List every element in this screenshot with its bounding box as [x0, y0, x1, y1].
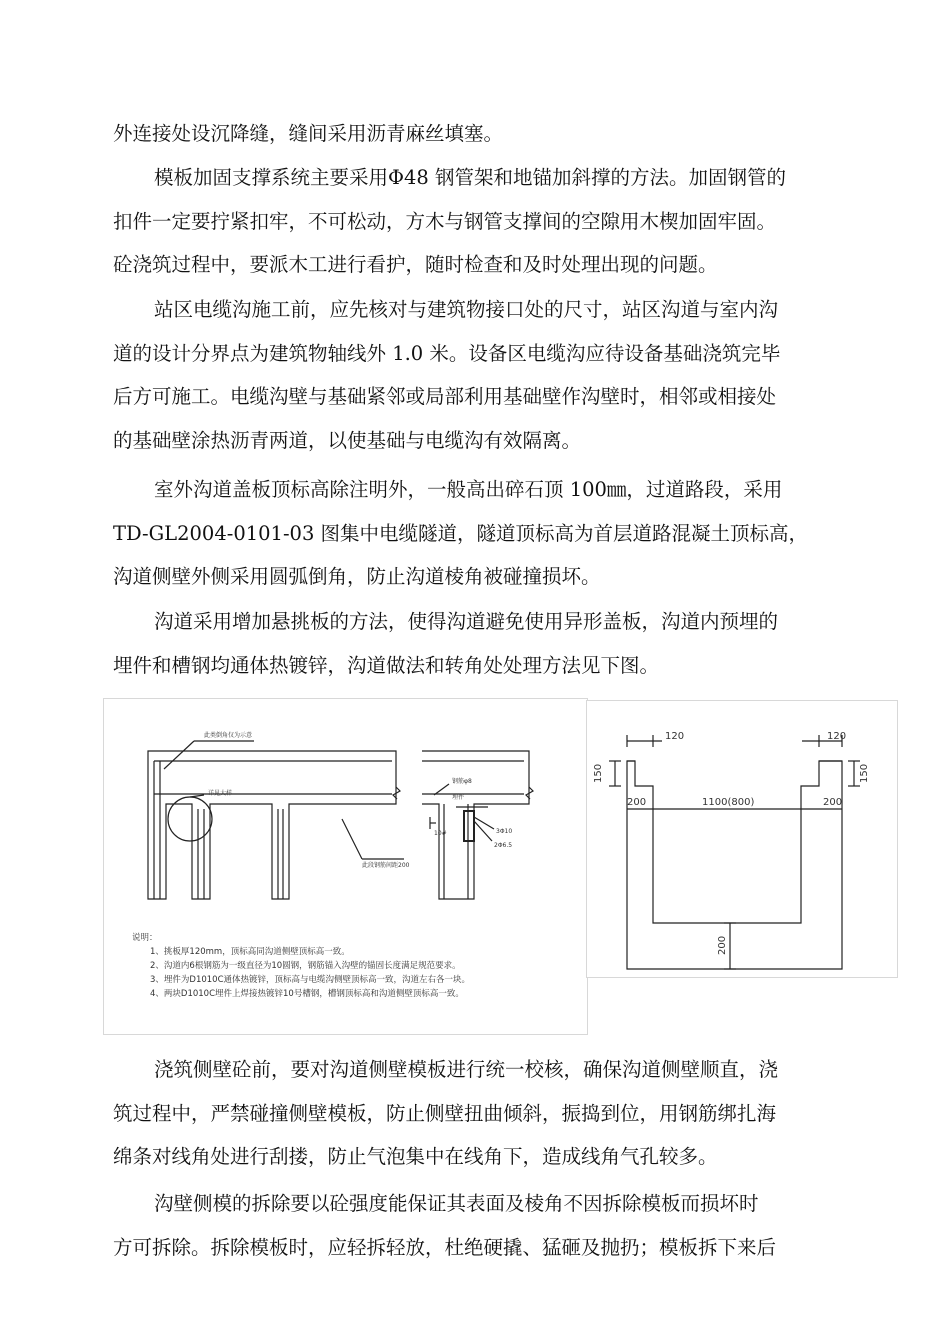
note-item: 4、两块D1010C埋件上焊接热镀锌10号槽钢，槽钢顶标高和沟道侧壁顶标高一致。 — [150, 989, 464, 999]
paragraph-1 — [113, 112, 875, 156]
paragraph-7 — [113, 1182, 875, 1269]
paragraph-3 — [113, 288, 875, 462]
dim-wall-left: 200 — [627, 797, 647, 808]
label-bar-b: 2Φ6.5 — [494, 842, 513, 849]
paragraph-5 — [113, 600, 875, 687]
dim-inner-width: 1100(800) — [702, 797, 755, 808]
note-item: 2、沟道内6根钢筋为一级直径为10圆钢，钢筋锚入沟壁的锚固长度满足规范要求。 — [150, 961, 461, 971]
text-line: 扣件一定要拧紧扣牢，不可松动，方木与钢管支撑间的空隙用木楔加固牢固。 — [113, 209, 777, 233]
text-line: 室外沟道盖板顶标高除注明外，一般高出碎石顶 100㎜，过道路段，采用 — [154, 478, 783, 501]
text-line: 方可拆除。拆除模板时，应轻拆轻放，杜绝硬撬、猛砸及抛扔；模板拆下来后 — [113, 1235, 777, 1259]
label-rebar: 钢筋φ8 — [452, 778, 472, 785]
label-chamfer: 此类倒角仅为示意 — [204, 732, 253, 739]
text-line: 模板加固支撑系统主要采用Φ48 钢管架和地锚加斜撑的方法。加固钢管的 — [154, 166, 786, 189]
dim-top-left: 120 — [665, 731, 685, 742]
text-line: 后方可施工。电缆沟壁与基础紧邻或局部利用基础壁作沟壁时，相邻或相接处 — [113, 385, 777, 408]
label-bar-a: 3Φ10 — [496, 828, 513, 835]
text-line: TD-GL2004-0101-03 图集中电缆隧道，隧道顶标高为首层道路混凝土顶标高， — [113, 521, 809, 545]
text-line: 沟壁侧模的拆除要以砼强度能保证其表面及棱角不因拆除模板而损坏时 — [154, 1192, 759, 1215]
paragraph-4 — [113, 468, 875, 599]
trench-section-figure — [586, 700, 898, 978]
paragraph-6 — [113, 1048, 875, 1179]
trench-section-drawing — [587, 701, 897, 977]
note-item: 3、埋件为D1010C通体热镀锌，顶标高与电缆沟侧壁顶标高一致，沟道左右各一块。 — [150, 975, 471, 985]
text-line: 外连接处设沉降缝，缝间采用沥青麻丝填塞。 — [113, 122, 504, 145]
notes-title: 说明： — [132, 933, 158, 943]
trench-plan-figure — [103, 698, 588, 1035]
label-channel: 10# — [434, 830, 447, 837]
text-line: 砼浇筑过程中，要派木工进行看护，随时检查和及时处理出现的问题。 — [113, 253, 718, 276]
text-line: 沟道采用增加悬挑板的方法，使得沟道避免使用异形盖板，沟道内预埋的 — [154, 610, 779, 633]
label-detail: 详见大样 — [208, 790, 233, 797]
text-line: 筑过程中，严禁碰撞侧壁模板，防止侧壁扭曲倾斜，振捣到位，用钢筋绑扎海 — [113, 1101, 777, 1125]
text-line: 的基础壁涂热沥青两道，以使基础与电缆沟有效隔离。 — [113, 428, 582, 452]
label-rebar-spacing: 此段钢筋间距200 — [362, 862, 410, 869]
dim-wall-right: 200 — [823, 797, 843, 808]
text-line: 浇筑侧壁砼前，要对沟道侧壁模板进行统一校核，确保沟道侧壁顺直，浇 — [154, 1058, 779, 1081]
text-line: 沟道侧壁外侧采用圆弧倒角，防止沟道棱角被碰撞损坏。 — [113, 565, 601, 588]
dim-top-right: 120 — [827, 731, 847, 742]
dim-left-height: 150 — [593, 763, 604, 783]
paragraph-2 — [113, 156, 875, 287]
dim-right-height: 150 — [859, 763, 870, 783]
text-line: 埋件和槽钢均通体热镀锌，沟道做法和转角处处理方法见下图。 — [113, 653, 660, 677]
text-line: 绵条对线角处进行刮搂，防止气泡集中在线角下，造成线角气孔较多。 — [113, 1145, 718, 1168]
label-embed: 埋件 — [452, 794, 465, 801]
dim-bottom: 200 — [717, 935, 728, 955]
text-line: 道的设计分界点为建筑物轴线外 1.0 米。设备区电缆沟应待设备基础浇筑完毕 — [113, 341, 781, 365]
note-item: 1、挑板厚120mm，顶标高同沟道侧壁顶标高一致。 — [150, 947, 350, 957]
text-line: 站区电缆沟施工前，应先核对与建筑物接口处的尺寸，站区沟道与室内沟 — [154, 298, 779, 321]
